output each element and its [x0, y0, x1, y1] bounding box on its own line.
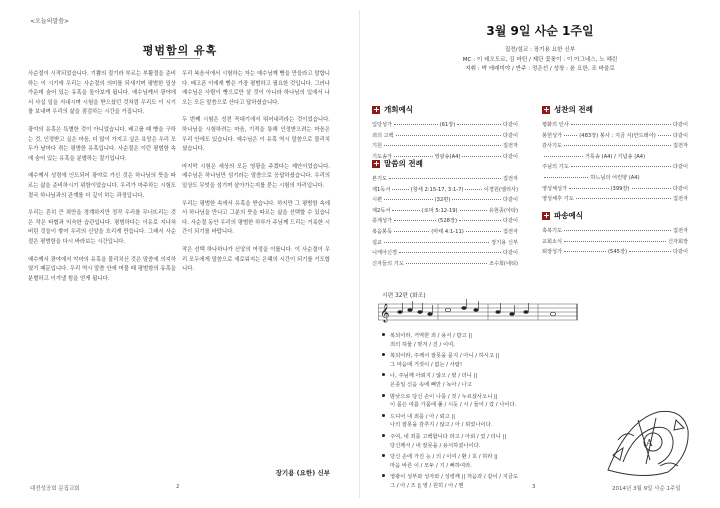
- liturgy-row: [542, 238, 688, 249]
- row-role: 다같이: [502, 250, 518, 257]
- row-name: 기원: [372, 143, 383, 150]
- cross-icon: [542, 212, 550, 220]
- liturgy-row: [542, 227, 688, 238]
- leader-dots: [564, 230, 671, 231]
- liturgy-row: [372, 249, 518, 260]
- leader-dots: [389, 178, 501, 179]
- decorative-illustration: [598, 400, 693, 480]
- liturgy-section: [542, 210, 688, 259]
- liturgy-row: [542, 174, 688, 185]
- leader-dots: [460, 210, 487, 211]
- row-role: 유현종(아타): [488, 207, 519, 214]
- cross-icon: [372, 160, 380, 168]
- leader-dots: [392, 210, 419, 211]
- liturgy-row: [542, 163, 688, 174]
- bullet-icon: [382, 474, 385, 477]
- liturgy-row: [542, 121, 688, 132]
- liturgy-section: [372, 104, 518, 163]
- sermon-signature: 장기용 (요한) 신부: [275, 469, 330, 477]
- lyric-verse: [382, 332, 682, 349]
- row-detail: (399장): [610, 185, 630, 192]
- row-role: 집전자: [672, 143, 688, 150]
- paragraph: 마지막 시험은 세상의 모든 영광을 주겠다는 제안이었습니다. 예수님은 하나님만 섬기라는 말씀으로 응답하셨습니다. 우리의 일상도 무엇을 섬기며 살아가는지를 묻는 시험의 자리입니다.: [182, 163, 330, 189]
- paragraph: 우리는 흔히 큰 죄만을 경계하지만 정작 우리를 무너뜨리는 것은 작은 타협과 익숙한 습관입니다. 평범하다는 이유로 지나쳐 버린 것들이 쌓여 우리의 신앙을 흐리게 만듭니다. 그래서 사순절은 평범함을 다시 바라보는 시간입니다.: [28, 210, 176, 245]
- leader-dots: [564, 241, 666, 242]
- section-heading-text: 파송예식: [554, 211, 583, 220]
- row-role: 다같이: [672, 164, 688, 171]
- row-role: 집전자: [502, 143, 518, 150]
- lyric-line: 복되어라, 거역한 죄 / 용서 / 받고 ||: [390, 333, 473, 339]
- row-name: 영성체후 기도: [542, 196, 574, 203]
- lyric-line: 나, 주님께 아뢰지 / 않으 / 렸 / 더니 ||: [390, 373, 478, 380]
- row-role: 조수희(네티): [488, 260, 518, 267]
- section-heading-text: 개회예식: [384, 105, 413, 114]
- leader-dots: [544, 177, 588, 178]
- section-heading-text: 성찬의 전례: [554, 105, 593, 114]
- row-detail: (528장): [438, 218, 457, 225]
- row-role: 집전자: [672, 228, 688, 234]
- leader-dots: [564, 251, 606, 252]
- row-name: 교회소식: [542, 238, 563, 245]
- lyric-line: 이 몸은 여름 가뭄에 풀 / 시듯 / 시 / 들어 / 갔 / 나이다.: [390, 402, 517, 409]
- paragraph: 두 번째 시험은 성전 꼭대기에서 뛰어내리라는 것이었습니다. 하나님을 시험하려는 마음, 기적을 통해 인정받으려는 마음은 우리 안에도 있습니다. 예수님은 이 유혹 역시 말씀으로 물리치셨습니다.: [182, 117, 330, 153]
- liturgy-row: [542, 195, 688, 206]
- row-role: 다같이: [672, 122, 688, 128]
- paragraph: 광야의 유혹은 특별한 것이 아니었습니다. 배고플 때 빵을 구하는 것, 인정받고 싶은 마음, 더 많이 가지고 싶은 욕망은 우리 모두가 날마다 겪는 평범한 유혹입니다. 사순절은 이런 평범함 속에 숨어 있는 유혹을 분별하는 절기입니다.: [28, 126, 176, 162]
- liturgy-section: [542, 104, 688, 206]
- row-detail: (마태 4:1-11): [431, 228, 464, 235]
- leader-dots: [457, 124, 501, 125]
- row-role: 집전자: [672, 196, 688, 203]
- credit-line: 지휘 : 박 에레미야 / 반주 : 정은선 / 성창 : 윤 요한, 조 바울로: [465, 66, 615, 72]
- lyric-line: 영광이 성부와 성자와 / 성령께 || 처음과 / 같이 / 지금도: [390, 474, 519, 481]
- lyric-verse: [382, 372, 682, 389]
- leader-dots: [452, 199, 501, 200]
- row-role: 이경원(엘리사): [483, 186, 519, 193]
- paragraph: 예수께서 광야에서 악마의 유혹을 물리치신 것은 말씀에 의지하였기 때문입니다. 우리 역시 말씀 안에 머물 때 평범함의 유혹을 분별하고 이겨낼 힘을 얻게 됩니다.: [28, 256, 176, 282]
- section-heading: [372, 104, 518, 115]
- row-role: 다같이: [502, 218, 518, 225]
- psalm-label: 시편 32편 (화조): [382, 293, 426, 299]
- row-role: 다같이: [502, 122, 519, 128]
- row-name: 감사기도: [542, 143, 563, 150]
- section-heading: [542, 104, 688, 115]
- leader-dots: [384, 145, 501, 146]
- row-name: 니케아신경: [372, 250, 398, 257]
- leader-dots: [564, 135, 577, 136]
- lyric-line: 나의 잘못을 감추지 / 않고 / 아 / 뢰었나이다.: [390, 422, 493, 429]
- leader-dots: [462, 156, 500, 157]
- row-name: 축복기도: [542, 228, 563, 234]
- bullet-icon: [382, 394, 385, 397]
- service-credits: [360, 46, 720, 75]
- row-role: 다같이: [672, 185, 689, 192]
- section-tag: <오늘의말씀>: [30, 18, 70, 25]
- row-role: 장기용 신부: [491, 239, 518, 246]
- leader-dots: [394, 156, 432, 157]
- section-heading: [542, 210, 688, 221]
- lyric-line: 그 / 아 / 즈 || 영 / 원히 / 아 / 멘: [390, 482, 464, 489]
- leader-dots: [465, 189, 481, 190]
- liturgy-row: [372, 121, 518, 132]
- leader-dots: [394, 231, 429, 232]
- sermon-title: 평범함의 유혹: [142, 44, 218, 57]
- lyric-line: 드디어 내 죄를 / 아 / 뢰고 ||: [390, 413, 455, 420]
- liturgy-row: [372, 132, 518, 143]
- page-number-right: 3: [532, 484, 536, 490]
- leader-dots: [392, 189, 408, 190]
- page-number-left: 2: [176, 484, 180, 490]
- liturgy-row: [372, 228, 518, 239]
- row-detail: 영광송(A4): [434, 153, 461, 160]
- row-name: 시편: [372, 197, 383, 204]
- paragraph: 사순절이 시작되었습니다. 기쁨의 절기라 부르는 부활절을 준비하는 이 시기에 우리는 사순절의 의미를 되새기며 평범한 일상 가운데 숨어 있는 유혹을 돌아보게 됩니다. 예수님께서 광야에서 사십 일을 지내시며 시험을 받으셨던 것처럼 우리도 이 시기를 보내며 우리의 삶을 점검하는 시간을 가집니다.: [28, 71, 176, 116]
- credit-line: MC : 이 데오도르, 김 마틴 / 제단 꽃꽂이 : 이 아그네스, 노 헤린: [462, 56, 618, 63]
- row-detail: (61장): [439, 122, 456, 128]
- row-role: 다같이: [502, 197, 518, 204]
- bullet-icon: [382, 454, 385, 457]
- paragraph: 우리는 평범한 속에서 유혹을 받습니다. 하지만 그 평범함 속에서 하나님을 만나고 그분의 뜻을 따르는 삶을 선택할 수 있습니다. 사순절 동안 우리의 평범한 하루가 주님께 드리는 거룩한 시간이 되기를 바랍니다.: [182, 200, 330, 236]
- leader-dots: [544, 156, 583, 157]
- row-name: 신자들의 기도: [372, 260, 404, 267]
- leader-dots: [406, 263, 487, 264]
- liturgy-row: [372, 175, 518, 186]
- lyric-line: 그 마음에 거짓이 / 없는 / 사람!: [390, 361, 463, 368]
- row-name: 퇴장성가: [542, 249, 563, 256]
- cross-icon: [542, 106, 550, 114]
- row-role: 다같이: [502, 132, 518, 139]
- bullet-icon: [382, 414, 385, 417]
- footer-date: 2014년 3월 9일 사순 1주일: [612, 486, 681, 492]
- paragraph: 우리 복음서에서 시험하는 자는 예수님께 빵을 만들라고 말합니다. 배고픈 이에게 빵은 가장 평범하고 필요한 것입니다. 그러나 예수님은 사람이 빵으로만 살 것이 아니라 하나님의 입에서 나오는 모든 말씀으로 산다고 답하셨습니다.: [182, 71, 330, 106]
- row-role: 집전자: [502, 176, 518, 182]
- leader-dots: [658, 135, 671, 136]
- liturgy-row: [542, 185, 688, 196]
- row-detail: (창세 2:15-17, 3:1-7): [410, 186, 464, 193]
- liturgy-section: [372, 158, 518, 270]
- paragraph: 작은 선택 하나하나가 신앙의 여정을 이룹니다. 이 사순절이 우리 모두에게 말씀으로 새로워지는 은혜의 시간이 되기를 기도합니다.: [182, 246, 330, 273]
- leader-dots: [632, 188, 671, 189]
- credit-line: 집전/설교 : 장기용 요한 신부: [504, 47, 576, 53]
- lyric-line: 당신 손에 가진 능 / 의 / 이여 / 환 / 호 / 하라 ||: [390, 454, 498, 461]
- bullet-icon: [382, 333, 385, 336]
- lyric-line: 주여, 내 죄를 고백합니다 라고 / 아뢰 / 었 / 더니 ||: [390, 433, 507, 440]
- lyric-line: 당신께서 / 내 잘못을 / 용서하셨나이다.: [390, 442, 481, 449]
- leader-dots: [384, 199, 433, 200]
- row-name: 기도송가: [372, 153, 393, 160]
- bullet-icon: [382, 353, 385, 356]
- leader-dots: [459, 220, 501, 221]
- liturgy-row: [542, 153, 688, 164]
- row-name: 제1독서: [372, 186, 391, 193]
- row-name: 죄의 고백: [372, 132, 394, 139]
- sermon-column-2: [182, 70, 330, 283]
- section-heading: [372, 158, 518, 169]
- section-heading-text: 말씀의 전례: [384, 159, 423, 168]
- leader-dots: [571, 124, 671, 125]
- row-detail: (32편): [434, 197, 451, 204]
- row-name: 봉헌성가: [542, 132, 563, 139]
- row-name: 영성체성가: [542, 185, 568, 192]
- cross-icon: [372, 106, 380, 114]
- row-name: 주님의 기도: [542, 164, 569, 171]
- row-detail: (로마 5:12-19): [421, 207, 458, 214]
- liturgy-row: [372, 207, 518, 218]
- row-name: 입당성가: [372, 122, 393, 128]
- liturgy-row: [372, 239, 518, 250]
- lyric-line: 복되어라, 주께서 잘못을 묻지 / 아니 / 하시고 ||: [390, 353, 500, 360]
- liturgy-row: [542, 248, 688, 259]
- row-name: 평화의 인사: [542, 122, 569, 128]
- row-detail: (483장) 봉사 : 지금 식(안드레아): [579, 132, 656, 139]
- row-role: 다같이: [502, 153, 518, 160]
- leader-dots: [396, 135, 501, 136]
- row-name: 제2독서: [372, 207, 391, 214]
- row-detail: (545장): [608, 249, 627, 256]
- lyric-line: 밤낮으로 당신 손이 나를 / 짓 / 누르셨사오니 ||: [390, 393, 498, 400]
- row-name: 층계성가: [372, 218, 393, 225]
- svg-text:𝄞: 𝄞: [380, 303, 390, 322]
- leader-dots: [466, 231, 501, 232]
- row-role: 다같이: [672, 249, 688, 256]
- bullet-icon: [382, 434, 385, 437]
- leader-dots: [394, 220, 436, 221]
- liturgy-row: [372, 260, 518, 271]
- liturgy-row: [372, 142, 518, 153]
- row-detail: 하느님의 어린양 (A4): [590, 174, 640, 181]
- service-title: 3월 9일 사순 1주일: [486, 24, 594, 38]
- row-name: 설교: [372, 239, 383, 246]
- liturgy-row: [372, 186, 518, 197]
- lyric-line: 온종일 신음 속에 뼈만 / 녹아 / 나고: [390, 381, 472, 388]
- row-name: 본기도: [372, 176, 388, 182]
- lyric-verse: [382, 352, 682, 369]
- svg-text:A: A: [646, 439, 653, 449]
- row-role: 신자회장: [667, 238, 688, 245]
- bullet-icon: [382, 373, 385, 376]
- leader-dots: [629, 251, 671, 252]
- liturgy-row: [372, 196, 518, 207]
- sermon-column-1: [28, 70, 176, 292]
- row-detail: 거룩송 (A4) / 기념송 (A4): [584, 153, 646, 160]
- leader-dots: [564, 145, 671, 146]
- leader-dots: [399, 252, 501, 253]
- leader-dots: [576, 198, 671, 199]
- leader-dots: [571, 166, 671, 167]
- leader-dots: [394, 124, 438, 125]
- row-name: 복음봉독: [372, 228, 393, 235]
- title-rule: [160, 58, 200, 59]
- liturgy-row: [542, 142, 688, 153]
- liturgy-row: [372, 217, 518, 228]
- row-role: 다같이: [672, 132, 689, 139]
- row-role: 집전자: [502, 228, 519, 235]
- music-score: [378, 298, 578, 326]
- footer-church-name: 대전성공회 문집교회: [30, 486, 80, 492]
- leader-dots: [569, 188, 608, 189]
- leader-dots: [384, 242, 489, 243]
- lyric-line: 마음 바른 이 / 모두 / 기 / 뻐하여라.: [390, 462, 472, 469]
- lyric-line: 죄의 허물 / 벗겨 / 진 / 이여,: [390, 341, 455, 348]
- liturgy-row: [542, 132, 688, 143]
- paragraph: 예수께서 성령에 인도되어 광야로 가신 것은 하나님의 뜻을 따르는 삶을 준비하시기 위함이었습니다. 우리가 마주하는 시험도 결국 하나님과의 관계를 더 깊이 하는 과정입니다.: [28, 173, 176, 199]
